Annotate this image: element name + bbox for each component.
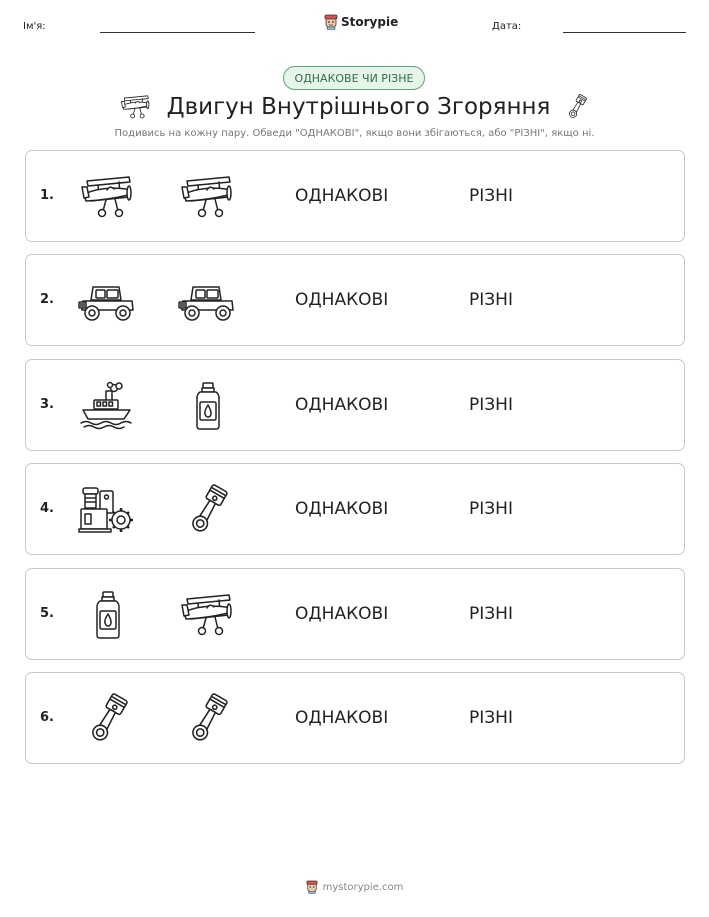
row-number: 4.: [40, 501, 54, 517]
option-same[interactable]: ОДНАКОВІ: [295, 186, 389, 206]
row-number: 5.: [40, 605, 54, 621]
footer: [0, 880, 709, 894]
date-label: Дата:: [492, 21, 522, 32]
footer-url: mystorypie.com: [322, 881, 404, 893]
row-number: 6.: [40, 710, 54, 725]
option-same[interactable]: ОДНАКОВІ: [295, 603, 389, 624]
biplane-icon: [178, 589, 238, 641]
option-different[interactable]: РІЗНІ: [469, 603, 513, 624]
option-same[interactable]: ОДНАКОВІ: [295, 290, 389, 311]
name-line[interactable]: [100, 32, 255, 33]
exercise-row: [25, 568, 685, 660]
exercise-row: [25, 463, 685, 555]
storypie-mascot-icon: [306, 880, 318, 894]
exercise-row: [25, 254, 685, 346]
instructions: Подивись на кожну пару. Обведи "ОДНАКОВІ", якщо вони збігаються, або "РІЗНІ", якщо ні.: [114, 128, 595, 139]
biplane-icon: [119, 93, 153, 121]
vintage-car-icon: [78, 275, 138, 327]
piston-icon: [178, 693, 238, 745]
title-row: [0, 91, 709, 123]
row-number: 1.: [40, 188, 54, 203]
option-different[interactable]: РІЗНІ: [469, 708, 513, 728]
brand-logo: [324, 14, 398, 30]
option-different[interactable]: РІЗНІ: [469, 290, 513, 311]
option-different[interactable]: РІЗНІ: [469, 394, 513, 415]
storypie-mascot-icon: [324, 14, 338, 30]
option-same[interactable]: ОДНАКОВІ: [295, 708, 389, 728]
brand-name: Storypie: [341, 15, 399, 29]
biplane-icon: [78, 171, 138, 223]
option-different[interactable]: РІЗНІ: [469, 186, 513, 206]
page-title: Двигун Внутрішнього Згоряння: [166, 94, 551, 120]
piston-icon: [564, 91, 590, 123]
activity-badge: ОДНАКОВЕ ЧИ РІЗНЕ: [283, 66, 425, 90]
vintage-car-icon: [178, 275, 238, 327]
oil-bottle-icon: [78, 589, 138, 641]
option-same[interactable]: ОДНАКОВІ: [295, 394, 389, 415]
row-number: 2.: [40, 292, 54, 308]
name-label: Ім'я:: [23, 21, 46, 32]
exercise-row: [25, 150, 685, 242]
engine-icon: [78, 484, 138, 536]
option-same[interactable]: ОДНАКОВІ: [295, 499, 389, 520]
piston-icon: [78, 693, 138, 745]
piston-icon: [178, 484, 238, 536]
exercise-row: [25, 672, 685, 764]
date-line[interactable]: [563, 32, 686, 33]
option-different[interactable]: РІЗНІ: [469, 499, 513, 520]
oil-bottle-icon: [178, 380, 238, 432]
exercise-row: [25, 359, 685, 451]
steamboat-icon: [78, 380, 138, 432]
biplane-icon: [178, 171, 238, 223]
row-number: 3.: [40, 396, 54, 412]
